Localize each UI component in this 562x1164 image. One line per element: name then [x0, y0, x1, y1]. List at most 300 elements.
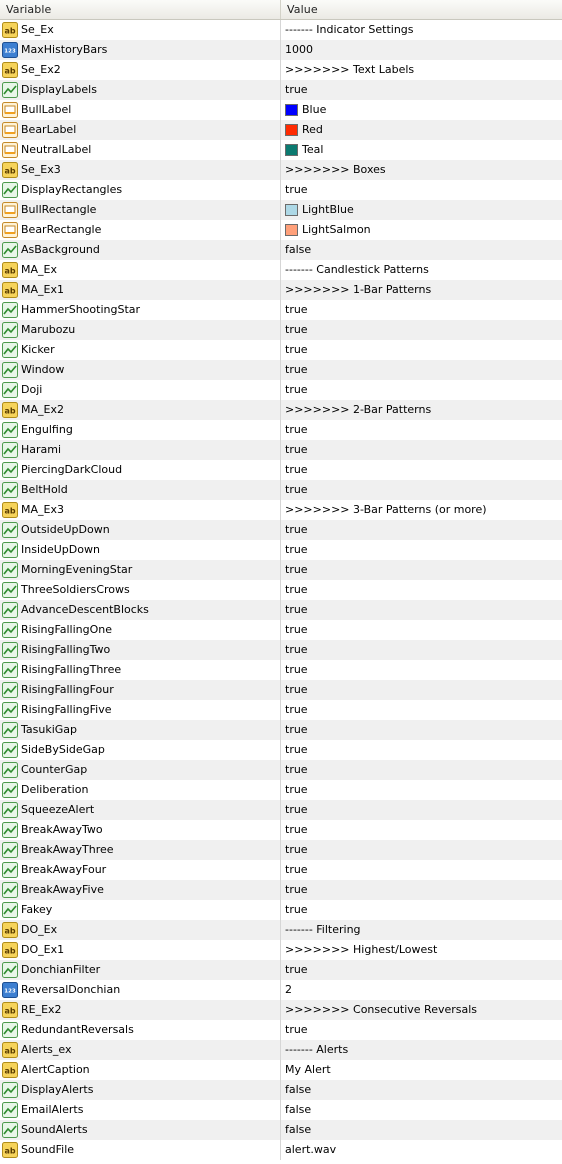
parameter-row[interactable] — [0, 160, 562, 180]
parameter-name: PiercingDarkCloud — [21, 463, 123, 476]
parameter-row[interactable] — [0, 600, 562, 620]
parameter-name: BearLabel — [21, 123, 77, 136]
parameter-value-cell[interactable] — [281, 860, 562, 880]
parameter-row[interactable] — [0, 260, 562, 280]
parameter-value[interactable]: Teal — [302, 143, 324, 156]
parameter-value[interactable]: LightSalmon — [302, 223, 371, 236]
parameter-row[interactable] — [0, 80, 562, 100]
string-icon — [2, 282, 18, 298]
parameter-value[interactable]: true — [285, 483, 308, 496]
parameter-value-cell[interactable] — [281, 660, 562, 680]
parameter-value-cell[interactable] — [281, 600, 562, 620]
parameter-value-cell[interactable] — [281, 460, 562, 480]
parameter-name: RisingFallingThree — [21, 663, 122, 676]
parameter-row[interactable] — [0, 280, 562, 300]
parameter-row[interactable] — [0, 140, 562, 160]
color-swatch — [285, 224, 298, 236]
parameter-row[interactable] — [0, 40, 562, 60]
parameter-row[interactable] — [0, 920, 562, 940]
parameter-value[interactable]: true — [285, 463, 308, 476]
parameter-name: AlertCaption — [21, 1063, 90, 1076]
parameter-value-cell[interactable] — [281, 780, 562, 800]
parameter-name: RisingFallingFour — [21, 683, 114, 696]
parameter-value[interactable]: true — [285, 603, 308, 616]
bool-icon — [2, 182, 18, 198]
string-icon — [2, 1062, 18, 1078]
parameter-row[interactable] — [0, 940, 562, 960]
parameter-value[interactable]: true — [285, 323, 308, 336]
parameter-value-cell[interactable] — [281, 160, 562, 180]
parameter-name: DO_Ex1 — [21, 943, 65, 956]
parameter-row[interactable] — [0, 400, 562, 420]
parameter-value[interactable]: >>>>>>> Boxes — [285, 163, 386, 176]
parameter-row[interactable] — [0, 360, 562, 380]
parameter-value-cell[interactable] — [281, 400, 562, 420]
parameter-value[interactable]: >>>>>>> 2-Bar Patterns — [285, 403, 432, 416]
parameter-value[interactable]: 1000 — [285, 43, 313, 56]
svg-text:ab: ab — [4, 166, 16, 176]
parameter-value[interactable]: false — [285, 1083, 312, 1096]
parameter-name-cell — [0, 480, 281, 500]
parameter-row[interactable] — [0, 1000, 562, 1020]
parameter-name-cell — [0, 280, 281, 300]
parameter-value-cell[interactable] — [281, 300, 562, 320]
parameter-name-cell — [0, 1000, 281, 1020]
parameter-value-cell[interactable] — [281, 1080, 562, 1100]
parameter-name-cell — [0, 620, 281, 640]
parameter-name-cell — [0, 920, 281, 940]
parameter-value[interactable]: ------- Candlestick Patterns — [285, 263, 429, 276]
parameter-row[interactable] — [0, 620, 562, 640]
parameter-row[interactable] — [0, 760, 562, 780]
parameter-value-cell[interactable] — [281, 1100, 562, 1120]
parameter-value-cell[interactable] — [281, 320, 562, 340]
parameter-value[interactable]: true — [285, 363, 308, 376]
parameter-value[interactable]: true — [285, 863, 308, 876]
parameter-name: InsideUpDown — [21, 543, 100, 556]
column-header-value[interactable]: Value — [287, 3, 318, 16]
parameter-value-cell[interactable] — [281, 1020, 562, 1040]
bool-icon — [2, 962, 18, 978]
parameter-row[interactable] — [0, 860, 562, 880]
parameter-name: DisplayAlerts — [21, 1083, 94, 1096]
parameter-name-cell — [0, 820, 281, 840]
parameter-name: RE_Ex2 — [21, 1003, 62, 1016]
parameter-value[interactable]: true — [285, 683, 308, 696]
parameter-name: AsBackground — [21, 243, 100, 256]
parameter-row[interactable] — [0, 780, 562, 800]
parameter-name-cell — [0, 200, 281, 220]
parameter-row[interactable] — [0, 660, 562, 680]
color-icon — [2, 122, 18, 138]
parameter-name: BullLabel — [21, 103, 72, 116]
parameter-row[interactable] — [0, 1080, 562, 1100]
parameter-row[interactable] — [0, 500, 562, 520]
parameter-value[interactable]: true — [285, 583, 308, 596]
parameter-row[interactable] — [0, 540, 562, 560]
color-icon — [2, 142, 18, 158]
parameter-name-cell — [0, 420, 281, 440]
parameter-row[interactable] — [0, 220, 562, 240]
parameter-value[interactable]: true — [285, 843, 308, 856]
parameter-name-cell — [0, 660, 281, 680]
parameter-name-cell — [0, 180, 281, 200]
svg-text:123: 123 — [4, 48, 16, 55]
parameter-row[interactable] — [0, 320, 562, 340]
parameter-value[interactable]: My Alert — [285, 1063, 331, 1076]
parameter-value[interactable]: Blue — [302, 103, 327, 116]
parameter-name-cell — [0, 1060, 281, 1080]
string-icon — [2, 942, 18, 958]
parameter-name-cell — [0, 300, 281, 320]
bool-icon — [2, 622, 18, 638]
parameter-row[interactable] — [0, 960, 562, 980]
parameter-value[interactable]: true — [285, 823, 308, 836]
parameter-row[interactable] — [0, 60, 562, 80]
parameter-value[interactable]: true — [285, 783, 308, 796]
bool-icon — [2, 542, 18, 558]
parameter-row[interactable] — [0, 120, 562, 140]
parameter-name: DisplayLabels — [21, 83, 97, 96]
bool-icon — [2, 1022, 18, 1038]
parameter-name-cell — [0, 260, 281, 280]
string-icon — [2, 1142, 18, 1158]
grid-header — [0, 0, 562, 20]
parameter-row[interactable] — [0, 20, 562, 40]
parameter-name-cell — [0, 40, 281, 60]
parameter-name: MorningEveningStar — [21, 563, 133, 576]
parameter-row[interactable] — [0, 440, 562, 460]
parameter-row[interactable] — [0, 1040, 562, 1060]
bool-icon — [2, 442, 18, 458]
parameter-name-cell — [0, 380, 281, 400]
bool-icon — [2, 322, 18, 338]
parameter-row[interactable] — [0, 640, 562, 660]
parameter-value-cell[interactable] — [281, 720, 562, 740]
bool-icon — [2, 662, 18, 678]
parameter-value-cell[interactable] — [281, 260, 562, 280]
parameter-value-cell[interactable] — [281, 180, 562, 200]
parameter-name: BearRectangle — [21, 223, 102, 236]
bool-icon — [2, 782, 18, 798]
parameter-name: AdvanceDescentBlocks — [21, 603, 149, 616]
parameter-name-cell — [0, 1020, 281, 1040]
svg-text:ab: ab — [4, 1046, 16, 1056]
parameter-value[interactable]: true — [285, 763, 308, 776]
parameter-name: BreakAwayFour — [21, 863, 107, 876]
parameter-value[interactable]: true — [285, 663, 308, 676]
bool-icon — [2, 342, 18, 358]
parameter-name-cell — [0, 800, 281, 820]
parameter-value-cell[interactable] — [281, 60, 562, 80]
parameter-value-cell[interactable] — [281, 540, 562, 560]
parameter-value-cell[interactable] — [281, 1120, 562, 1140]
parameter-value[interactable]: true — [285, 623, 308, 636]
svg-text:ab: ab — [4, 26, 16, 36]
parameter-value-cell[interactable] — [281, 40, 562, 60]
parameter-value-cell[interactable] — [281, 560, 562, 580]
parameter-value[interactable]: 2 — [285, 983, 292, 996]
parameter-value[interactable]: true — [285, 423, 308, 436]
parameter-name-cell — [0, 440, 281, 460]
parameter-value[interactable]: >>>>>>> 1-Bar Patterns — [285, 283, 432, 296]
parameter-value[interactable]: true — [285, 963, 308, 976]
parameter-name-cell — [0, 980, 281, 1000]
parameter-value[interactable]: ------- Alerts — [285, 1043, 349, 1056]
parameter-value[interactable]: >>>>>>> Highest/Lowest — [285, 943, 438, 956]
parameter-value-cell[interactable] — [281, 900, 562, 920]
parameter-name: Window — [21, 363, 65, 376]
parameter-value[interactable]: true — [285, 83, 308, 96]
parameter-value[interactable]: true — [285, 563, 308, 576]
parameter-name-cell — [0, 160, 281, 180]
parameter-value-cell[interactable] — [281, 420, 562, 440]
parameter-name: SoundFile — [21, 1143, 75, 1156]
parameter-name: DO_Ex — [21, 923, 58, 936]
parameter-name: BullRectangle — [21, 203, 97, 216]
parameter-name: ThreeSoldiersCrows — [21, 583, 130, 596]
parameter-value[interactable]: true — [285, 303, 308, 316]
parameter-row[interactable] — [0, 200, 562, 220]
color-icon — [2, 222, 18, 238]
parameter-value-cell[interactable] — [281, 820, 562, 840]
parameter-name: RedundantReversals — [21, 1023, 134, 1036]
parameter-row[interactable] — [0, 800, 562, 820]
parameter-value-cell[interactable] — [281, 920, 562, 940]
integer-icon — [2, 982, 18, 998]
parameter-value-cell[interactable] — [281, 340, 562, 360]
parameter-row[interactable] — [0, 520, 562, 540]
parameter-value[interactable]: true — [285, 183, 308, 196]
parameter-name: NeutralLabel — [21, 143, 92, 156]
string-icon — [2, 1042, 18, 1058]
color-swatch — [285, 144, 298, 156]
parameter-value[interactable]: true — [285, 803, 308, 816]
parameter-name-cell — [0, 880, 281, 900]
column-header-variable[interactable]: Variable — [0, 0, 281, 19]
bool-icon — [2, 1102, 18, 1118]
parameter-value-cell[interactable] — [281, 800, 562, 820]
parameter-name-cell — [0, 120, 281, 140]
parameter-value[interactable]: true — [285, 643, 308, 656]
svg-text:ab: ab — [4, 286, 16, 296]
bool-icon — [2, 1122, 18, 1138]
parameter-row[interactable] — [0, 100, 562, 120]
parameter-value-cell[interactable] — [281, 80, 562, 100]
color-swatch — [285, 124, 298, 136]
parameter-name-cell — [0, 960, 281, 980]
parameter-value[interactable]: true — [285, 1023, 308, 1036]
parameter-row[interactable] — [0, 460, 562, 480]
parameter-name-cell — [0, 560, 281, 580]
parameter-row[interactable] — [0, 680, 562, 700]
parameter-name-cell — [0, 860, 281, 880]
parameter-value[interactable]: false — [285, 243, 312, 256]
parameter-value[interactable]: LightBlue — [302, 203, 354, 216]
parameter-value-cell[interactable] — [281, 980, 562, 1000]
parameter-name: MA_Ex2 — [21, 403, 64, 416]
parameter-row[interactable] — [0, 1020, 562, 1040]
parameter-name: RisingFallingFive — [21, 703, 112, 716]
svg-text:ab: ab — [4, 1066, 16, 1076]
parameter-name-cell — [0, 900, 281, 920]
parameter-row[interactable] — [0, 380, 562, 400]
parameter-name-cell — [0, 600, 281, 620]
parameter-row[interactable] — [0, 580, 562, 600]
parameter-name: Harami — [21, 443, 62, 456]
parameter-value[interactable]: false — [285, 1103, 312, 1116]
parameter-row[interactable] — [0, 880, 562, 900]
parameter-row[interactable] — [0, 300, 562, 320]
parameter-value-cell[interactable] — [281, 220, 562, 240]
bool-icon — [2, 702, 18, 718]
parameter-row[interactable] — [0, 180, 562, 200]
bool-icon — [2, 882, 18, 898]
parameter-value-cell[interactable] — [281, 200, 562, 220]
parameter-value-cell[interactable] — [281, 740, 562, 760]
bool-icon — [2, 902, 18, 918]
bool-icon — [2, 82, 18, 98]
parameter-name-cell — [0, 680, 281, 700]
parameter-name-cell — [0, 840, 281, 860]
parameter-value[interactable]: false — [285, 1123, 312, 1136]
parameter-name-cell — [0, 580, 281, 600]
parameter-row[interactable] — [0, 980, 562, 1000]
parameter-value[interactable]: >>>>>>> 3-Bar Patterns (or more) — [285, 503, 487, 516]
parameter-name-cell — [0, 1140, 281, 1160]
parameter-value[interactable]: true — [285, 743, 308, 756]
parameter-row[interactable] — [0, 1120, 562, 1140]
parameter-value[interactable]: >>>>>>> Text Labels — [285, 63, 415, 76]
string-icon — [2, 62, 18, 78]
parameter-value[interactable]: true — [285, 903, 308, 916]
parameter-value-cell[interactable] — [281, 1000, 562, 1020]
svg-text:123: 123 — [4, 988, 16, 995]
parameter-row[interactable] — [0, 700, 562, 720]
parameter-row[interactable] — [0, 820, 562, 840]
parameter-name: ReversalDonchian — [21, 983, 121, 996]
parameter-row[interactable] — [0, 1140, 562, 1160]
svg-text:ab: ab — [4, 66, 16, 76]
parameter-value-cell[interactable] — [281, 940, 562, 960]
parameter-row[interactable] — [0, 720, 562, 740]
parameter-name: Se_Ex — [21, 23, 54, 36]
parameter-value[interactable]: Red — [302, 123, 323, 136]
svg-text:ab: ab — [4, 1006, 16, 1016]
parameter-value-cell[interactable] — [281, 960, 562, 980]
parameter-name: Se_Ex3 — [21, 163, 61, 176]
parameter-value-cell[interactable] — [281, 520, 562, 540]
parameter-value[interactable]: alert.wav — [285, 1143, 337, 1156]
parameter-value-cell[interactable] — [281, 280, 562, 300]
parameter-name-cell — [0, 340, 281, 360]
parameter-value-cell[interactable] — [281, 680, 562, 700]
parameter-value-cell[interactable] — [281, 1140, 562, 1160]
parameter-name-cell — [0, 100, 281, 120]
parameter-row[interactable] — [0, 740, 562, 760]
parameter-row[interactable] — [0, 340, 562, 360]
parameter-value[interactable]: true — [285, 543, 308, 556]
parameter-rows — [0, 20, 562, 1160]
svg-text:ab: ab — [4, 1146, 16, 1156]
parameter-name: RisingFallingTwo — [21, 643, 111, 656]
parameter-value-cell[interactable] — [281, 500, 562, 520]
parameter-name: BreakAwayThree — [21, 843, 114, 856]
bool-icon — [2, 842, 18, 858]
parameter-row[interactable] — [0, 900, 562, 920]
parameter-name: BreakAwayFive — [21, 883, 104, 896]
parameter-row[interactable] — [0, 480, 562, 500]
parameter-value-cell[interactable] — [281, 640, 562, 660]
parameter-value[interactable]: true — [285, 523, 308, 536]
bool-icon — [2, 562, 18, 578]
parameter-value-cell[interactable] — [281, 360, 562, 380]
parameter-name: MA_Ex1 — [21, 283, 64, 296]
parameter-value[interactable]: true — [285, 343, 308, 356]
parameter-value-cell[interactable] — [281, 440, 562, 460]
parameter-value[interactable]: true — [285, 883, 308, 896]
parameter-row[interactable] — [0, 1060, 562, 1080]
parameter-row[interactable] — [0, 240, 562, 260]
parameter-value-cell[interactable] — [281, 760, 562, 780]
parameter-value-cell[interactable] — [281, 1060, 562, 1080]
color-icon — [2, 202, 18, 218]
svg-text:ab: ab — [4, 926, 16, 936]
parameter-name: BeltHold — [21, 483, 68, 496]
parameter-value[interactable]: >>>>>>> Consecutive Reversals — [285, 1003, 478, 1016]
parameter-name-cell — [0, 700, 281, 720]
parameter-row[interactable] — [0, 840, 562, 860]
parameter-value-cell[interactable] — [281, 20, 562, 40]
parameter-value-cell[interactable] — [281, 880, 562, 900]
parameter-name-cell — [0, 400, 281, 420]
parameter-row[interactable] — [0, 560, 562, 580]
parameter-value-cell[interactable] — [281, 840, 562, 860]
svg-text:ab: ab — [4, 266, 16, 276]
parameter-name: SideBySideGap — [21, 743, 105, 756]
parameter-value-cell[interactable] — [281, 380, 562, 400]
parameter-value-cell[interactable] — [281, 480, 562, 500]
parameter-row[interactable] — [0, 420, 562, 440]
parameter-value[interactable]: true — [285, 723, 308, 736]
parameter-value-cell[interactable] — [281, 120, 562, 140]
integer-icon — [2, 42, 18, 58]
parameter-value[interactable]: ------- Filtering — [285, 923, 361, 936]
parameter-name-cell — [0, 1080, 281, 1100]
parameter-name: DisplayRectangles — [21, 183, 123, 196]
parameter-value-cell[interactable] — [281, 100, 562, 120]
parameter-name-cell — [0, 640, 281, 660]
parameter-value-cell[interactable] — [281, 700, 562, 720]
parameter-value[interactable]: true — [285, 443, 308, 456]
parameter-value-cell[interactable] — [281, 1040, 562, 1060]
parameter-value-cell[interactable] — [281, 620, 562, 640]
parameter-row[interactable] — [0, 1100, 562, 1120]
parameter-name-cell — [0, 60, 281, 80]
parameter-value[interactable]: true — [285, 703, 308, 716]
color-swatch — [285, 104, 298, 116]
parameter-name: Deliberation — [21, 783, 89, 796]
parameter-value[interactable]: true — [285, 383, 308, 396]
parameter-value[interactable]: ------- Indicator Settings — [285, 23, 414, 36]
parameter-value-cell[interactable] — [281, 140, 562, 160]
parameter-value-cell[interactable] — [281, 580, 562, 600]
bool-icon — [2, 422, 18, 438]
parameter-name: EmailAlerts — [21, 1103, 84, 1116]
parameter-name-cell — [0, 500, 281, 520]
parameter-name-cell — [0, 540, 281, 560]
parameter-value-cell[interactable] — [281, 240, 562, 260]
